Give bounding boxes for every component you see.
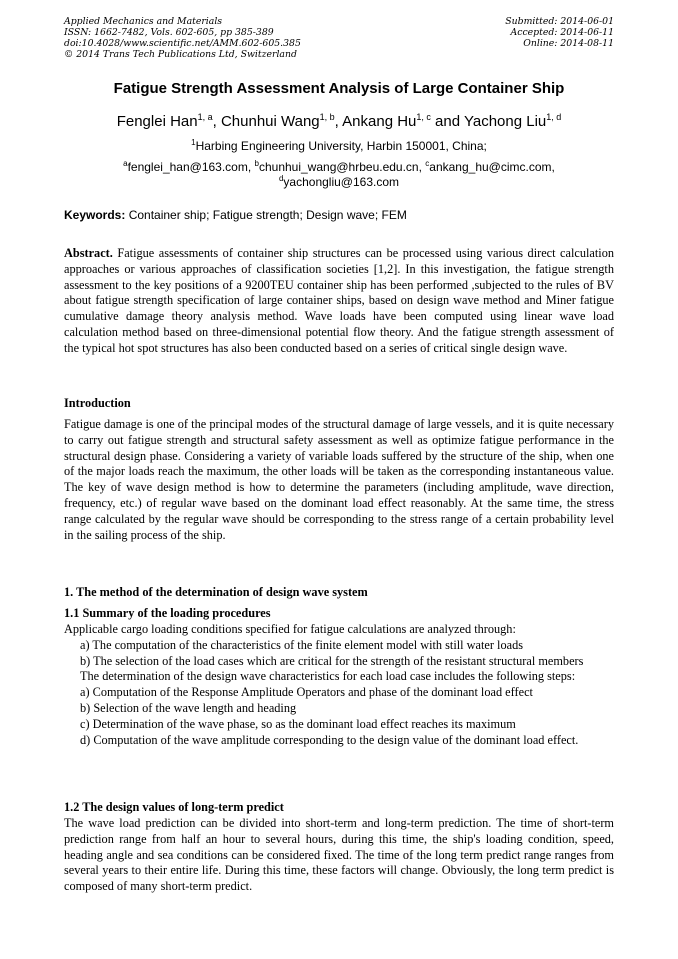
email-separator: , [247,160,255,174]
email-mark: a [123,159,128,168]
publication-dates [505,16,614,49]
introduction-heading: Introduction [64,396,131,410]
list-item: d) Computation of the wave amplitude corresponding to the design value of the dominant load effect. [80,732,579,747]
email-address: ankang_hu@cimc.com [429,160,552,174]
email-mark: c [425,159,430,168]
list-item: b) Selection of the wave length and heading [80,700,297,715]
email-address: yachongliu@163.com [283,175,400,189]
keywords-label: Keywords: [64,208,126,222]
section-1-2-body [64,816,614,895]
author-affiliation-mark: 1, c [416,112,431,122]
author-separator: , [212,113,221,130]
section-1-1-body [64,622,614,748]
list-item: c) Determination of the wave phase, so as the dominant load effect reaches its maximum [80,716,516,731]
list-item: a) Computation of the Response Amplitude Operators and phase of the dominant load effect [80,685,533,700]
date-accepted: Accepted: 2014-06-11 [510,27,614,38]
paragraph: The determination of the design wave characteristics for each load case includes the following steps: [80,669,576,684]
introduction-body [64,417,614,543]
journal-name: Applied Mechanics and Materials [64,16,223,27]
email-separator: , [418,160,426,174]
paragraph: The wave load prediction can be divided into short-term and long-term prediction. The time of short-term prediction range from half an hour to several hours, during this time, the ship's loading condition, speed, heading angle and sea conditions can be considered fixed. The time of the long term predict range ranges from several years to their entire life. During this time, these factors will change. Obviously, the long term predict is composed of many short-term predict. [64,816,614,894]
author-name: Fenglei Han [116,113,198,130]
abstract [64,246,614,357]
abstract-text: Fatigue assessments of container ship structures can be processed using various direct calculation approaches or various approaches of classification societies [1,2]. In this investigation, the fatigue strength assessment to the key positions of a 9200TEU container ship has been performed ,subjected to the rules of BV about fatigue strength specification of large container ships, based on design wave method and Miner fatigue cumulative damage theory analysis method. Wave loads have been computed using linear wave load calculation method based on three-dimensional potential flow theory. And the fatigue strength assessment of the typical hot spot structures has also been conducted based on a series of critical single design wave. [64,246,614,355]
author-emails [60,160,618,190]
list-item: b) The selection of the load cases which are critical for the strength of the resistant structural members [80,653,584,668]
journal-issn: ISSN: 1662-7482, Vols. 602-605, pp 385-389 [64,27,274,38]
keywords [64,208,614,222]
paragraph: Applicable cargo loading conditions specified for fatigue calculations are analyzed through: [64,622,516,636]
section-1-heading: 1. The method of the determination of design wave system [64,585,368,599]
abstract-label: Abstract. [64,246,113,260]
affiliation-text: Harbing Engineering University, Harbin 150001, China; [195,139,487,153]
email-address: chunhui_wang@hrbeu.edu.cn [258,160,419,174]
journal-info [64,16,301,60]
section-1-2-heading: 1.2 The design values of long-term predict [64,800,284,814]
email-address: fenglei_han@163.com [127,160,248,174]
keywords-text: Container ship; Fatigue strength; Design wave; FEM [125,208,407,222]
journal-copyright: © 2014 Trans Tech Publications Ltd, Switzerland [64,49,297,60]
email-mark: d [278,174,284,183]
author-separator: , [334,113,343,130]
email-mark: b [254,159,259,168]
journal-doi: doi:10.4028/www.scientific.net/AMM.602-605.385 [64,38,301,49]
author-name: Chunhui Wang [220,113,320,130]
author-affiliation-mark: 1, d [546,112,562,122]
date-submitted: Submitted: 2014-06-01 [505,16,614,27]
section-1-1-heading: 1.1 Summary of the loading procedures [64,606,271,620]
author-separator: and [430,113,464,130]
paper-title: Fatigue Strength Assessment Analysis of Large Container Ship [113,80,565,97]
author-name: Yachong Liu [463,113,547,130]
affiliation [0,139,678,153]
introduction-paragraph: Fatigue damage is one of the principal modes of the structural damage of large vessels, and it is quite necessary to carry out fatigue strength and structural safety assessment as well as optimize fatigue performance in the structural design phase. Considering a variety of variable loads suffered by the structure of the ship, when one of the major loads reach the maximum, the other loads will be taken as the corresponding instantaneous value. The key of wave design method is how to determine the parameters (including amplitude, wave direction, frequency, etc.) of regular wave based on the dominant load effect reasonably. At the same time, the stress range calculated by the regular wave should be corresponding to the stress range of a certain probability level in the sailing process of the ship. [64,417,614,542]
author-list [0,113,678,130]
author-name: Ankang Hu [342,113,417,130]
list-item: a) The computation of the characteristics of the finite element model with still water loads [80,637,524,652]
email-separator: , [551,160,555,174]
author-affiliation-mark: 1, a [197,112,213,122]
affiliation-mark: 1 [191,138,196,147]
author-affiliation-mark: 1, b [319,112,335,122]
date-online: Online: 2014-08-11 [523,38,614,49]
